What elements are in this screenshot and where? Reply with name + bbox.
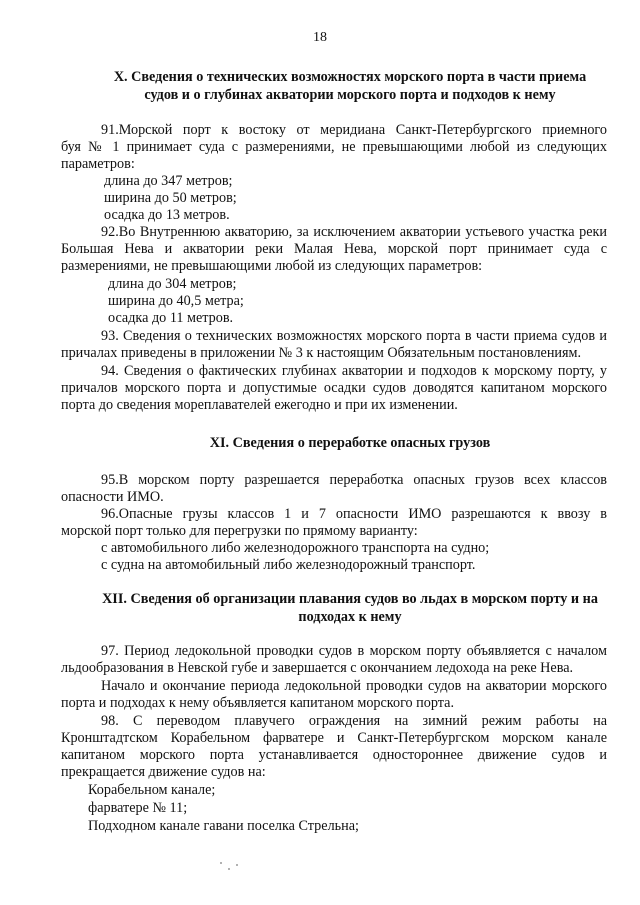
- paragraph-92-line3: размерениями, не превышающими любой из следующих параметров:: [61, 258, 483, 274]
- list-item-draft-13: осадка до 13 метров.: [104, 207, 230, 223]
- list-item-strelna-canal: Подходном канале гавани поселка Стрельна;: [88, 818, 359, 834]
- list-item-road-rail-to-ship: с автомобильного либо железнодорожного транспорта на судно;: [101, 540, 490, 556]
- paragraph-96-line2: морской порт только для перегрузки по прямому варианту:: [61, 523, 418, 539]
- section-12-title-line1: XII. Сведения об организации плавания судов во льдах в морском порту и на: [102, 591, 598, 607]
- section-10-title-line2: судов и о глубинах акватории морского порта и подходов к нему: [144, 87, 556, 103]
- section-10-title-line1: X. Сведения о технических возможностях морского порта в части приема: [113, 69, 587, 85]
- paragraph-96-line1: 96.Опасные грузы классов 1 и 7 опасности ИМО разрешаются к ввозу в: [101, 506, 607, 522]
- scan-speck: [228, 868, 230, 870]
- paragraph-95-line2: опасности ИМО.: [61, 489, 164, 505]
- paragraph-92-line2: Большая Нева и акватории реки Малая Нева, морской порт принимает суда с: [61, 241, 607, 257]
- paragraph-91-line1: 91.Морской порт к востоку от меридиана Санкт-Петербургского приемного: [101, 122, 607, 138]
- paragraph-97-line1: 97. Период ледокольной проводки судов в морском порту объявляется с началом: [101, 643, 607, 659]
- paragraph-94-line1: 94. Сведения о фактических глубинах акватории и подходов к морскому порту, у: [101, 363, 607, 379]
- paragraph-97b-line1: Начало и окончание периода ледокольной проводки судов на акватории морского: [101, 678, 607, 694]
- scan-speck: [236, 864, 238, 866]
- paragraph-98-line4: прекращается движение судов на:: [61, 764, 266, 780]
- paragraph-98-line3: капитаном морского порта устанавливается одностороннее движение судов и: [61, 747, 607, 763]
- list-item-ship-to-road-rail: с судна на автомобильный либо железнодорожный транспорт.: [101, 557, 476, 573]
- paragraph-93-line2: причалах приведены в приложении № 3 к настоящим Обязательным постановлениям.: [61, 345, 582, 361]
- paragraph-91-line3: параметров:: [61, 156, 135, 172]
- list-item-ship-canal: Корабельном канале;: [88, 782, 216, 798]
- section-12-title: [90, 590, 610, 626]
- section-12-title-line2: подходах к нему: [298, 609, 402, 625]
- paragraph-98-line1: 98. С переводом плавучего ограждения на зимний режим работы на: [101, 713, 607, 729]
- paragraph-91-line2: буя № 1 принимает суда с размерениями, не превышающими любой из следующих: [61, 139, 607, 155]
- list-item-length-347: длина до 347 метров;: [104, 173, 233, 189]
- scan-speck: [220, 862, 222, 864]
- list-item-width-50: ширина до 50 метров;: [104, 190, 237, 206]
- paragraph-95-line1: 95.В морском порту разрешается переработка опасных грузов всех классов: [101, 472, 607, 488]
- list-item-length-304: длина до 304 метров;: [108, 276, 237, 292]
- section-11-title: XI. Сведения о переработке опасных грузов: [209, 435, 491, 451]
- list-item-fairway-11: фарватере № 11;: [88, 800, 188, 816]
- paragraph-98-line2: Кронштадтском Корабельном фарватере и Санкт-Петербургском морском канале: [61, 730, 607, 746]
- paragraph-94-line3: порта до сведения мореплавателей ежегодно и при их изменении.: [61, 397, 458, 413]
- list-item-draft-11: осадка до 11 метров.: [108, 310, 234, 326]
- paragraph-93-line1: 93. Сведения о технических возможностях морского порта в части приема судов и: [101, 328, 607, 344]
- page-number: 18: [313, 30, 327, 45]
- paragraph-94-line2: причалов морского порта и допустимые осадки судов доводятся капитаном морского: [61, 380, 607, 396]
- paragraph-92-line1: 92.Во Внутреннюю акваторию, за исключением акватории устьевого участка реки: [101, 224, 607, 240]
- list-item-width-40-5: ширина до 40,5 метра;: [108, 293, 244, 309]
- section-10-title: [90, 68, 610, 104]
- paragraph-97b-line2: порта и подходах к нему объявляется капитаном морского порта.: [61, 695, 454, 711]
- paragraph-97-line2: льдообразования в Невской губе и завершается с окончанием ледохода на реке Нева.: [61, 660, 574, 676]
